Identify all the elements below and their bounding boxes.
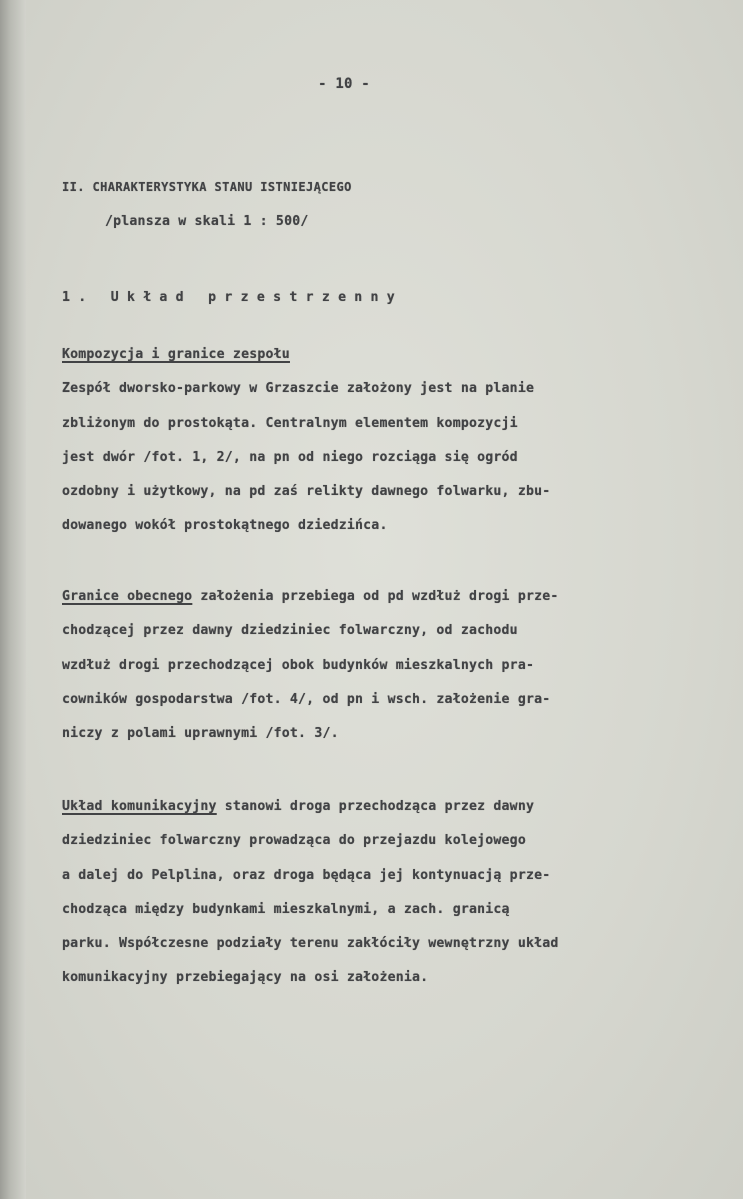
paragraph-boundaries	[62, 580, 732, 751]
binding-edge	[0, 0, 26, 1199]
paragraph-line: parku. Współczesne podziały terenu zakłóciły wewnętrzny układ	[62, 936, 559, 952]
paragraph-composition	[62, 338, 732, 544]
paragraph-line: niczy z polami uprawnymi /fot. 3/.	[62, 726, 339, 742]
paragraph-lead-underlined: Granice obecnego	[62, 589, 193, 604]
paragraph-line: jest dwór /fot. 1, 2/, na pn od niego rozciąga się ogród	[62, 449, 518, 465]
paragraph-line-text: założenia przebiega od pd wzdłuż drogi prze-	[192, 589, 559, 604]
paragraph-line: komunikacyjny przebiegający na osi założenia.	[62, 970, 429, 986]
page-number: - 10 -	[318, 76, 370, 92]
chapter-title: II. CHARAKTERYSTYKA STANU ISTNIEJĄCEGO	[62, 180, 352, 194]
paragraph-line: zbliżonym do prostokąta. Centralnym elementem kompozycji	[62, 415, 518, 431]
paragraph-line: wzdłuż drogi przechodzącej obok budynków mieszkalnych pra-	[62, 657, 535, 673]
section-heading: 1. Układ przestrzenny	[62, 290, 404, 305]
paragraph-line: dziedziniec folwarczny prowadząca do przejazdu kolejowego	[62, 833, 526, 849]
paragraph-line: dowanego wokół prostokątnego dziedzińca.	[62, 518, 388, 534]
paragraph-line: chodzącej przez dawny dziedziniec folwarczny, od zachodu	[62, 623, 518, 639]
chapter-subtitle: /plansza w skali 1 : 500/	[105, 214, 309, 229]
paragraph-communication	[62, 790, 732, 996]
paragraph-line: cowników gospodarstwa /fot. 4/, od pn i wsch. założenie gra-	[62, 691, 551, 707]
paragraph-line	[62, 580, 732, 614]
paragraph-lead-underlined: Kompozycja i granice zespołu	[62, 347, 290, 362]
paragraph-line: Zespół dworsko-parkowy w Grzaszcie założony jest na planie	[62, 381, 535, 397]
paragraph-lead-underlined: Układ komunikacyjny	[62, 799, 217, 814]
paragraph-line: chodząca między budynkami mieszkalnymi, a zach. granicą	[62, 901, 510, 917]
paragraph-line	[62, 790, 732, 824]
paragraph-line-text: stanowi droga przechodząca przez dawny	[216, 799, 535, 814]
paragraph-line: ozdobny i użytkowy, na pd zaś relikty dawnego folwarku, zbu-	[62, 484, 551, 500]
paragraph-line: a dalej do Pelplina, oraz droga będąca jej kontynuacją prze-	[62, 867, 551, 883]
paragraph-line	[62, 338, 732, 372]
